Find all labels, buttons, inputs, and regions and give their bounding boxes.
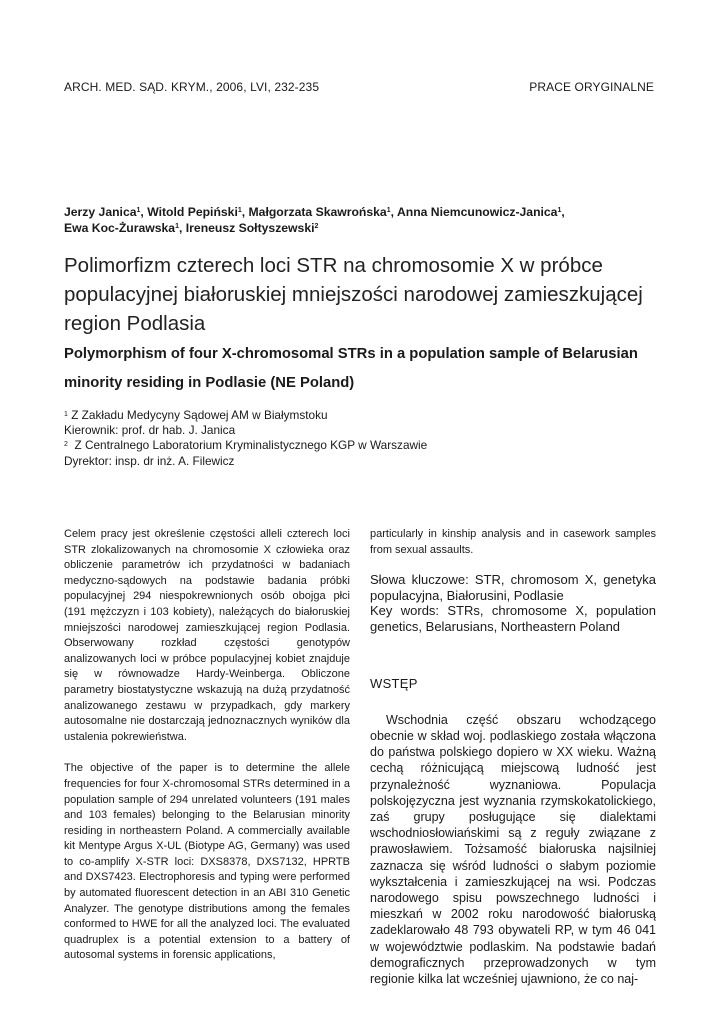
abstract-english-continued: particularly in kinship analysis and in casework samples from sexual assaults. — [370, 528, 656, 556]
right-column — [370, 527, 656, 987]
section-heading: WSTĘP — [370, 676, 418, 692]
title-polish: Polimorfizm czterech loci STR na chromosomie X w próbce populacyjnej białoruskiej mniejszości narodowej zamieszkującej region Podlasia — [64, 254, 643, 335]
author-name: Małgorzata Skawrońska — [248, 205, 387, 219]
abstract-english: The objective of the paper is to determine the allele frequencies for four X-chromosomal STRs determined in a population sample of 294 unrelated volunteers (191 males and 103 females) belonging to the Belarusian minority residing in northeastern Poland. A commercially available kit Mentype Argus X-UL (Biotype AG, Germany) was used to co-amplify X-STR loci: DXS8378, DXS7132, HPRTB and DXS7423. Electrophoresis and typing were performed by automated fluorescent detection in an ABI 310 Genetic Analyzer. The genotype distributions among the females conformed to HWE for all the analyzed loci. The evaluated quadruplex is a potential extension to a battery of autosomal systems in forensic applications, — [64, 762, 350, 962]
keywords-english: Key words: STRs, chromosome X, population genetics, Belarusians, Northeastern Poland — [370, 603, 656, 634]
author-name: Witold Pepiński — [147, 205, 238, 219]
affiliation-1-head: Kierownik: prof. dr hab. J. Janica — [64, 423, 236, 438]
author-name: Anna Niemcunowicz-Janica — [396, 205, 558, 219]
author-name: Jerzy Janica — [64, 205, 137, 219]
author-list: Jerzy Janica$^1$, Witold Pepiński$^1$, Małgorzata Skawrońska$^1$, Anna Niemcunowicz-Janica$^1$, Ewa Koc-Żurawska$^1$, Ireneusz Sołtyszewski$^2$ — [64, 205, 565, 235]
intro-paragraph: Wschodnia część obszaru wchodzącego obecnie w skład woj. podlaskiego została włączona do państwa polskiego dopiero w XX wieku. Ważną cechą różnicującą miejscową ludność jest przynależność wyznaniowa. Populacja polskojęzyczna jest wyznania rzymskokatolickiego, zaś grupy posługujące się dialektami wschodniosłowiańskimi są z reguły związane z prawosławiem. Tożsamość białoruska najsilniej zaznacza się wśród ludności o słabym poziomie wykształcenia i zamieszkującej na wsi. Podczas narodowego spisu powszechnego ludności i mieszkań w 2002 roku narodowość białoruską zadeklarowało 48 793 obywateli RP, w tym 46 041 w województwie podlaskim. Na podstawie badań demograficznych przeprowadzonych w tym regionie kilka lat wcześniej ujawniono, że co naj- — [370, 712, 656, 987]
journal-citation: ARCH. MED. SĄD. KRYM., 2006, LVI, 232-235 — [64, 80, 320, 94]
title-english: Polymorphism of four X-chromosomal STRs in a population sample of Belarusian minority residing in Podlasie (NE Poland) — [64, 346, 638, 391]
article-type: PRACE ORYGINALNE — [529, 80, 654, 94]
affiliations — [64, 408, 664, 469]
affiliation-2-head: Dyrektor: insp. dr inż. A. Filewicz — [64, 453, 235, 468]
author-name: Ireneusz Sołtyszewski — [185, 221, 315, 235]
keywords — [370, 572, 656, 634]
abstract-polish: Celem pracy jest określenie częstości alleli czterech loci STR zlokalizowanych na chromosomie X człowieka oraz obliczenie parametrów ich przydatności w badaniach medyczno-sądowych na podstawie badania próbki populacyjnej 294 niespokrewnionych osób obojga płci (191 mężczyzn i 103 kobiety), należących do białoruskiej mniejszości narodowej zamieszkującej region Podlasia. Obserwowany rozkład częstości genotypów analizowanych loci w próbce populacyjnej kobiet znajduje się w równowadze Hardy-Weinberga. Obliczone parametry biostatystyczne wskazują na dużą przydatność analizowanego zestawu w przypadkach, gdy markery autosomalne nie dostarczają jednoznacznych wyników dla ustalenia pokrewieństwa. — [64, 528, 350, 743]
keywords-polish: Słowa kluczowe: STR, chromosom X, genetyka populacyjna, Białorusini, Podlasie — [370, 572, 656, 603]
affiliation-1: $^1$ Z Zakładu Medycyny Sądowej AM w Białymstoku — [64, 408, 328, 422]
left-column — [64, 527, 350, 980]
author-name: Ewa Koc-Żurawska — [64, 221, 176, 235]
affiliation-2: $^2$ Z Centralnego Laboratorium Kryminalistycznego KGP w Warszawie — [64, 438, 428, 453]
